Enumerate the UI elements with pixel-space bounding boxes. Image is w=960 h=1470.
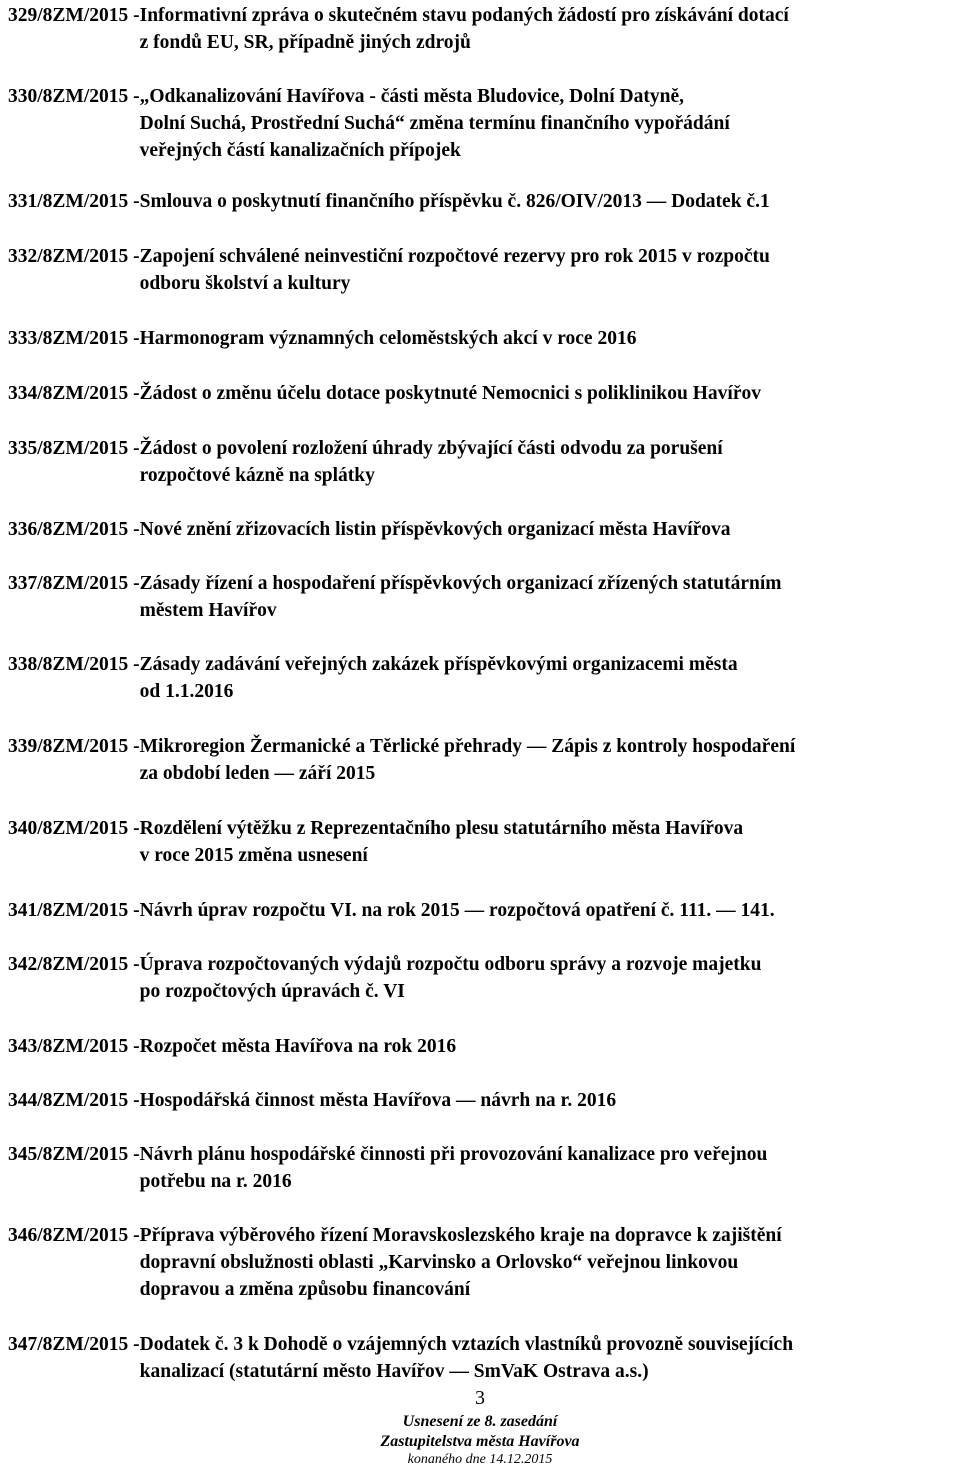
resolution-item	[8, 516, 731, 543]
resolution-title	[140, 243, 770, 297]
resolution-title-line: Dolní Suchá, Prostřední Suchá“ změna termínu finančního vypořádání	[139, 113, 730, 134]
resolution-number: 332/8ZM/2015 -	[8, 246, 140, 267]
resolution-number: 346/8ZM/2015 -	[8, 1225, 140, 1246]
resolution-title-line: Úprava rozpočtovaných výdajů rozpočtu odboru správy a rozvoje majetku	[139, 954, 762, 975]
resolution-title	[140, 83, 730, 164]
resolution-title-line: z fondů EU, SR, případně jiných zdrojů	[139, 32, 471, 53]
footer-council: Zastupitelstva města Havířova	[380, 1433, 580, 1450]
resolution-item	[8, 951, 761, 1005]
resolution-title-line: rozpočtové kázně na splátky	[139, 465, 375, 486]
resolution-title-line: kanalizací (statutární město Havířov — SmVaK Ostrava a.s.)	[139, 1361, 649, 1382]
resolution-title-line: v roce 2015 změna usnesení	[139, 845, 368, 866]
resolution-item	[8, 188, 770, 215]
resolution-title	[140, 1087, 617, 1114]
resolution-number: 334/8ZM/2015 -	[8, 383, 140, 404]
resolution-title-line: dopravou a změna způsobu financování	[139, 1279, 471, 1300]
resolution-title-line: Informativní zpráva o skutečném stavu podaných žádostí pro získávání dotací	[139, 5, 789, 26]
resolution-title-line: Smlouva o poskytnutí finančního příspěvku č. 826/OIV/2013 — Dodatek č.1	[139, 191, 770, 212]
resolution-title	[140, 951, 762, 1005]
resolution-title-line: Harmonogram významných celoměstských akcí v roce 2016	[139, 328, 637, 349]
resolution-item	[8, 435, 723, 489]
resolution-number: 337/8ZM/2015 -	[8, 573, 140, 594]
resolution-number: 330/8ZM/2015 -	[8, 86, 140, 107]
resolution-number: 339/8ZM/2015 -	[8, 736, 140, 757]
resolution-title	[140, 733, 796, 787]
resolution-title	[140, 651, 738, 705]
resolution-title	[140, 570, 782, 624]
resolution-item	[8, 733, 795, 787]
resolution-title	[140, 435, 723, 489]
resolution-number: 344/8ZM/2015 -	[8, 1090, 140, 1111]
resolution-number: 347/8ZM/2015 -	[8, 1334, 140, 1355]
resolution-title-line: Zásady řízení a hospodaření příspěvkových organizací zřízených statutárním	[139, 573, 782, 594]
resolution-title-line: Žádost o změnu účelu dotace poskytnuté Nemocnici s poliklinikou Havířov	[139, 383, 761, 404]
resolution-number: 341/8ZM/2015 -	[8, 900, 140, 921]
resolution-number: 333/8ZM/2015 -	[8, 328, 140, 349]
footer-meeting: Usnesení ze 8. zasedání	[402, 1413, 558, 1430]
resolution-number: 329/8ZM/2015 -	[8, 5, 140, 26]
resolution-title	[140, 897, 775, 924]
resolution-item	[8, 1331, 793, 1385]
resolution-item	[8, 1033, 456, 1060]
resolution-item	[8, 570, 782, 624]
resolution-title-line: Žádost o povolení rozložení úhrady zbývající části odvodu za porušení	[139, 438, 723, 459]
resolution-title	[140, 1331, 793, 1385]
resolution-number: 342/8ZM/2015 -	[8, 954, 140, 975]
resolution-title-line: Příprava výběrového řízení Moravskoslezského kraje na dopravce k zajištění	[139, 1225, 782, 1246]
resolution-title-line: Dodatek č. 3 k Dohodě o vzájemných vztazích vlastníků provozně souvisejících	[139, 1334, 794, 1355]
page-number: 3	[475, 1387, 485, 1409]
resolution-number: 345/8ZM/2015 -	[8, 1144, 140, 1165]
resolution-number: 335/8ZM/2015 -	[8, 438, 140, 459]
resolution-title-line: Zapojení schválené neinvestiční rozpočtové rezervy pro rok 2015 v rozpočtu	[139, 246, 770, 267]
resolution-title-line: Rozpočet města Havířova na rok 2016	[139, 1036, 457, 1057]
resolution-item	[8, 1141, 767, 1195]
resolution-number: 340/8ZM/2015 -	[8, 818, 140, 839]
resolution-number: 331/8ZM/2015 -	[8, 191, 140, 212]
resolution-title-line: Návrh plánu hospodářské činnosti při provozování kanalizace pro veřejnou	[139, 1144, 768, 1165]
resolution-item	[8, 897, 775, 924]
footer-date: konaného dne 14.12.2015	[407, 1452, 553, 1467]
resolution-title-line: Zásady zadávání veřejných zakázek příspěvkovými organizacemi města	[139, 654, 738, 675]
resolution-number: 336/8ZM/2015 -	[8, 519, 140, 540]
resolution-item	[8, 1087, 616, 1114]
resolution-title	[140, 1033, 456, 1060]
resolution-item	[8, 83, 730, 164]
resolution-title-line: Rozdělení výtěžku z Reprezentačního plesu statutárního města Havířova	[139, 818, 744, 839]
resolution-title	[140, 516, 731, 543]
resolution-title-line: „Odkanalizování Havířova - části města Bludovice, Dolní Datyně,	[139, 86, 685, 107]
resolution-item	[8, 815, 743, 869]
resolution-title	[140, 380, 761, 407]
resolution-title	[140, 1141, 768, 1195]
resolution-title-line: městem Havířov	[139, 600, 277, 621]
resolution-item	[8, 2, 789, 56]
resolution-item	[8, 380, 761, 407]
resolution-title-line: Nové znění zřizovacích listin příspěvkových organizací města Havířova	[139, 519, 731, 540]
resolution-number: 343/8ZM/2015 -	[8, 1036, 140, 1057]
resolution-title-line: veřejných částí kanalizačních přípojek	[139, 140, 461, 161]
resolution-title	[140, 188, 770, 215]
resolution-title-line: Hospodářská činnost města Havířova — návrh na r. 2016	[139, 1090, 617, 1111]
resolution-item	[8, 243, 770, 297]
resolution-item	[8, 1222, 782, 1303]
resolution-title	[140, 815, 744, 869]
resolution-title-line: po rozpočtových úpravách č. VI	[139, 981, 405, 1002]
resolution-title-line: Návrh úprav rozpočtu VI. na rok 2015 — rozpočtová opatření č. 111. — 141.	[139, 900, 775, 921]
resolution-title	[140, 325, 637, 352]
resolution-item	[8, 325, 636, 352]
resolution-title-line: odboru školství a kultury	[139, 273, 351, 294]
resolution-title-line: dopravní obslužnosti oblasti „Karvinsko a Orlovsko“ veřejnou linkovou	[139, 1252, 739, 1273]
resolution-title-line: za období leden — září 2015	[139, 763, 376, 784]
resolution-title-line: Mikroregion Žermanické a Těrlické přehrady — Zápis z kontroly hospodaření	[139, 736, 796, 757]
resolution-title	[140, 1222, 782, 1303]
resolution-item	[8, 651, 738, 705]
resolution-title	[140, 2, 789, 56]
resolution-title-line: potřebu na r. 2016	[139, 1171, 292, 1192]
resolution-title-line: od 1.1.2016	[139, 681, 234, 702]
resolution-number: 338/8ZM/2015 -	[8, 654, 140, 675]
